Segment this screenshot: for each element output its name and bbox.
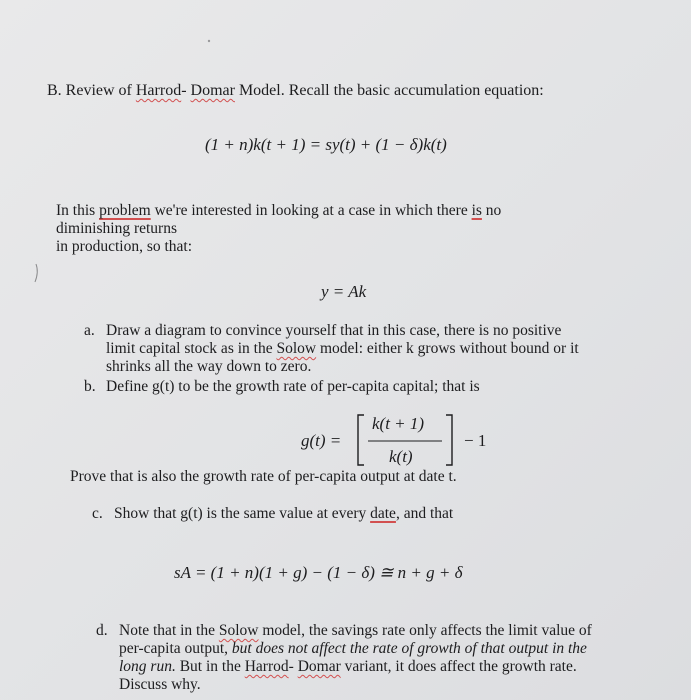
part-d-line-1 — [119, 622, 592, 640]
part-a-line-1: Draw a diagram to convince yourself that in this case, there is no positive — [106, 322, 562, 339]
domar-word: Domar — [190, 82, 235, 99]
savings-growth-equation: sA = (1 + n)(1 + g) − (1 − δ) ≅ n + g + δ — [174, 563, 463, 582]
part-c-line-1 — [114, 505, 453, 523]
harrod-word: Harrod — [135, 82, 182, 99]
intro-text-a: In this — [56, 202, 100, 219]
part-a-line-2 — [106, 340, 579, 358]
is-word: is — [471, 202, 482, 219]
solow-word-2: Solow — [218, 622, 259, 639]
part-d-text-d: But in the — [175, 658, 245, 675]
part-a-line-3: shrinks all the way down to zero. — [106, 358, 312, 375]
part-d-italic-2: long run. — [119, 658, 176, 675]
production-equation: y = Ak — [321, 282, 367, 301]
part-d-text-c: per-capita output, — [119, 640, 232, 657]
accumulation-equation: (1 + n)k(t + 1) = sy(t) + (1 − δ)k(t) — [205, 135, 447, 154]
domar-word-2: Domar — [297, 658, 341, 675]
harrod-word-2: Harrod — [244, 658, 289, 675]
prove-line: Prove that is also the growth rate of per-capita output at date t. — [70, 468, 457, 485]
part-c-label: c. — [92, 505, 103, 522]
heading-suffix: Model. Recall the basic accumulation equation: — [234, 82, 544, 99]
part-b-label: b. — [84, 378, 96, 395]
part-d-line-3 — [119, 658, 577, 676]
growth-rate-denominator: k(t) — [389, 447, 413, 466]
growth-rate-lhs: g(t) = — [301, 431, 342, 450]
part-d-text-b: model, the savings rate only affects the limit value of — [258, 622, 592, 639]
part-c-text-b: , and that — [395, 505, 454, 522]
part-c-text-a: Show that g(t) is the same value at every — [114, 505, 371, 522]
problem-word: problem — [99, 202, 151, 219]
heading-prefix: B. Review of — [47, 82, 136, 99]
growth-rate-rhs: − 1 — [464, 431, 487, 450]
part-b-line-1: Define g(t) to be the growth rate of per-capita capital; that is — [106, 378, 480, 395]
part-d-italic-1: but does not affect the rate of growth of that output in the — [231, 640, 587, 657]
part-d-label: d. — [96, 622, 108, 639]
heading-dash: - — [181, 82, 191, 99]
solow-word: Solow — [276, 340, 317, 357]
part-d-line-4: Discuss why. — [119, 676, 201, 693]
intro-line-2: diminishing returns — [56, 220, 177, 237]
part-a-label: a. — [84, 322, 95, 339]
part-d-text-a: Note that in the — [119, 622, 219, 639]
part-d-text-e: variant, it does affect the growth rate. — [340, 658, 577, 675]
intro-text-b: we're interested in looking at a case in which there — [150, 202, 472, 219]
section-b-heading — [47, 82, 544, 100]
part-a-text-b: model: either k grows without bound or it — [316, 340, 579, 357]
intro-text-c: no — [481, 202, 502, 219]
date-word: date — [370, 505, 396, 522]
part-d-line-2 — [119, 640, 587, 658]
part-d-dash: - — [288, 658, 298, 675]
intro-line-3: in production, so that: — [56, 238, 193, 255]
margin-pen-mark — [30, 262, 42, 284]
stray-dot-mark — [205, 37, 213, 45]
intro-line-1 — [56, 202, 501, 220]
growth-rate-numerator: k(t + 1) — [372, 414, 425, 433]
part-a-text-a: limit capital stock as in the — [106, 340, 277, 357]
